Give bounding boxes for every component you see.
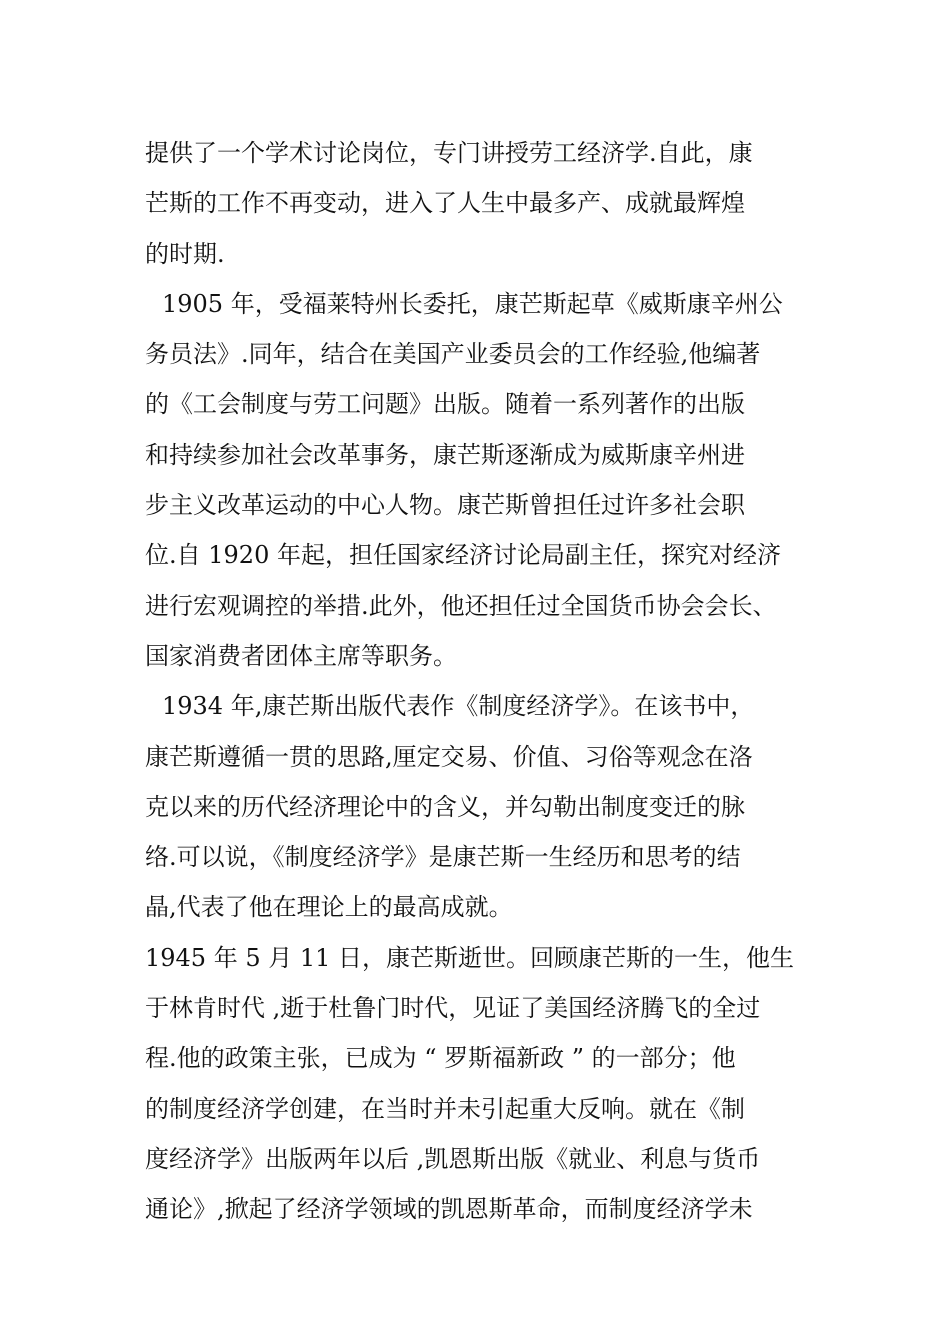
text-line: 位.自 1920 年起，担任国家经济讨论局副主任，探究对经济 <box>145 541 781 570</box>
body-text <box>145 128 825 1235</box>
text-line: 于林肯时代 ,逝于杜鲁门时代，见证了美国经济腾飞的全过 <box>145 994 761 1023</box>
text-line: 和持续参加社会改革事务，康芒斯逐渐成为威斯康辛州进 <box>145 440 745 469</box>
text-line: 国家消费者团体主席等职务。 <box>145 641 457 670</box>
text-line: 芒斯的工作不再变动，进入了人生中最多产、成就最辉煌 <box>145 189 745 218</box>
text-line: 晶,代表了他在理论上的最高成就。 <box>145 893 513 922</box>
text-line: 程.他的政策主张，已成为 “ 罗斯福新政 ” 的一部分；他 <box>145 1044 736 1073</box>
text-line: 提供了一个学术讨论岗位，专门讲授劳工经济学.自此，康 <box>145 139 753 167</box>
text-line: 步主义改革运动的中心人物。康芒斯曾担任过许多社会职 <box>145 491 745 520</box>
text-line: 务员法》.同年，结合在美国产业委员会的工作经验,他编著 <box>145 340 761 369</box>
paragraph-start-line: 1934 年,康芒斯出版代表作《制度经济学》。在该书中， <box>162 692 755 721</box>
text-line: 进行宏观调控的举措.此外，他还担任过全国货币协会会长、 <box>145 591 777 620</box>
text-line: 的《工会制度与劳工问题》出版。随着一系列著作的出版 <box>145 390 745 419</box>
text-line: 克以来的历代经济理论中的含义，并勾勒出制度变迁的脉 <box>145 792 745 821</box>
text-line: 络.可以说，《制度经济学》是康芒斯一生经历和思考的结 <box>145 843 741 872</box>
paragraph-start-line: 1945 年 5 月 11 日，康芒斯逝世。回顾康芒斯的一生，他生 <box>145 943 795 972</box>
text-line: 的时期. <box>145 239 225 268</box>
text-line: 通论》,掀起了经济学领域的凯恩斯革命，而制度经济学未 <box>145 1195 753 1224</box>
text-line: 度经济学》出版两年以后 ,凯恩斯出版《就业、利息与货币 <box>145 1144 761 1173</box>
paragraph-start-line: 1905 年，受福莱特州长委托，康芒斯起草《威斯康辛州公 <box>162 289 783 318</box>
text-line: 康芒斯遵循一贯的思路,厘定交易、价值、习俗等观念在洛 <box>145 742 753 771</box>
text-line: 的制度经济学创建，在当时并未引起重大反响。就在《制 <box>145 1094 745 1123</box>
